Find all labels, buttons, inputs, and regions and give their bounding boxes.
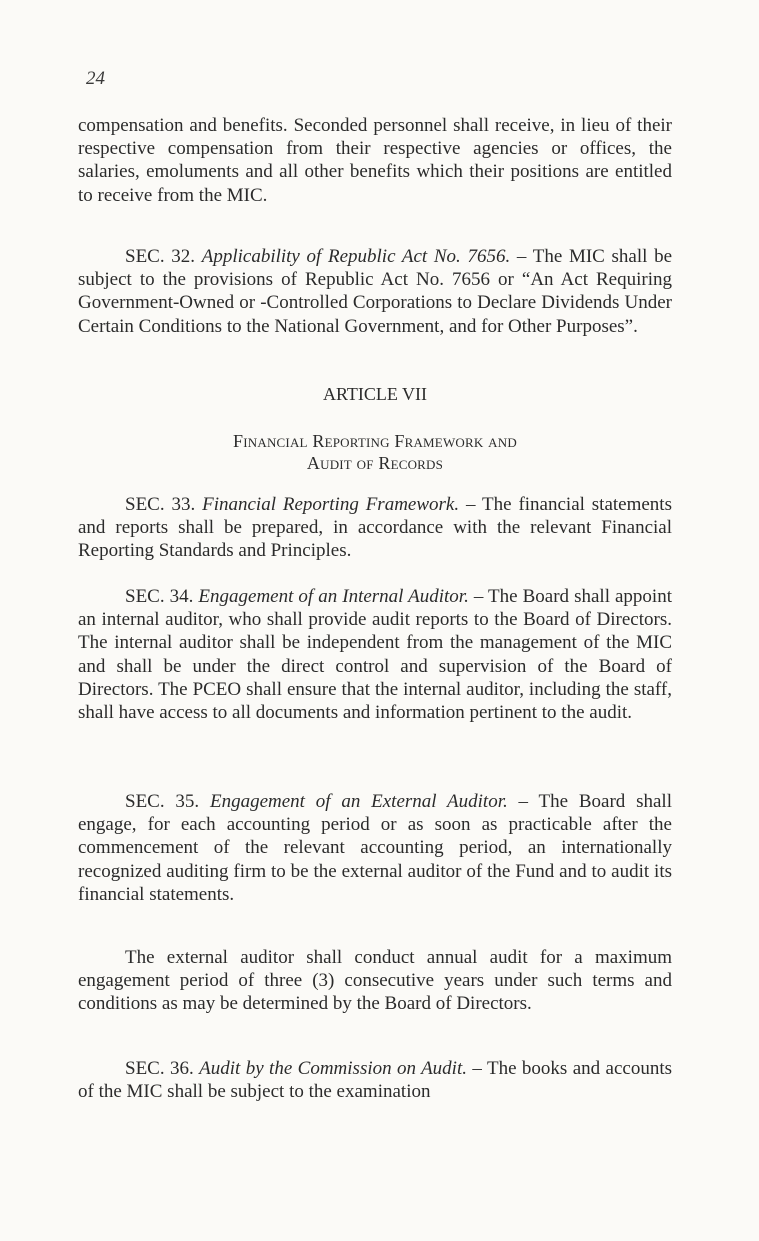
section-32-body: – The MIC shall be subject to the provisions of Republic Act No. 7656 or “An Act Requiring Government-Owned or -Controlled Corporations to Declare Dividends Under Certain Conditions to the National Government, and for Other Purposes”. [78,246,673,337]
article-number: ARTICLE VII [322,384,428,404]
section-36-body: – The books and accounts of the MIC shall be subject to the examination [78,1058,673,1103]
section-35 [78,790,672,906]
section-32 [78,245,672,338]
section-36-number: SEC. 36. [125,1058,194,1079]
section-34-number: SEC. 34. [125,586,194,607]
section-35-title: Engagement of an External Auditor. [209,791,508,812]
section-36 [78,1057,672,1103]
section-34 [78,585,672,724]
paragraph-compensation: compensation and benefits. Seconded personnel shall receive, in lieu of their respective compensation from their respective agencies or offices, the salaries, emoluments and all other benefits which their positions are entitled to receive from the MIC. [78,115,672,206]
section-33-body: – The financial statements and reports shall be prepared, in accordance with the relevant Financial Reporting Standards and Principles. [78,494,672,562]
section-33-title: Financial Reporting Framework. [202,494,460,515]
section-35-body: – The Board shall engage, for each accounting period or as soon as practicable after the commencement of the relevant accounting period, an internationally recognized auditing firm to be the external auditor of the Fund and to audit its financial statements. [78,791,672,905]
section-33 [78,493,672,563]
section-32-number: SEC. 32. [125,246,196,267]
article-title-line-1: Financial Reporting Framework and [233,431,517,451]
section-34-body: – The Board shall appoint an internal auditor, who shall provide audit reports to the Board of Directors. The internal auditor shall be independent from the management of the MIC and shall be under the direct control and supervision of the Board of Directors. The PCEO shall ensure that the internal auditor, including the staff, shall have access to all documents and information pertinent to the audit. [78,586,672,724]
article-title-line-2: Audit of Records [306,453,444,473]
section-34-title: Engagement of an Internal Auditor. [198,586,469,607]
section-32-title: Applicability of Republic Act No. 7656. [201,246,511,267]
page-number: 24 [86,68,105,89]
paragraph-external-auditor-term: The external auditor shall conduct annual audit for a maximum engagement period of three (3) consecutive years under such terms and conditions as may be determined by the Board of Directors. [78,947,672,1015]
section-35-number: SEC. 35. [125,791,200,812]
section-33-number: SEC. 33. [125,494,196,515]
section-36-title: Audit by the Commission on Audit. [199,1058,467,1079]
